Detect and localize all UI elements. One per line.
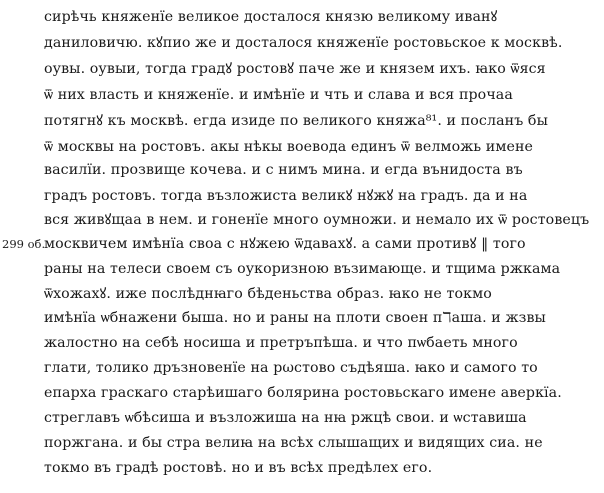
text-line: сирѣчь княженїе великое досталося князю великому иванꙋ bbox=[44, 9, 498, 25]
text-line: глати, толико дръзновенїе на рωстово съдѣяша. ꙗко и самого то bbox=[44, 360, 538, 376]
text-line: градъ ростовъ. тогда възложиста великꙋ нꙋжꙋ на градъ. да и на bbox=[44, 188, 528, 204]
folio-margin-note: 299 об. bbox=[2, 237, 46, 251]
text-line: епарха граскаго старѣишаго болярина ростовьскаго имене аверкїа. bbox=[44, 385, 562, 401]
text-line: токмо въ градѣ ростовѣ. но и въ всѣх предѣлех его. bbox=[44, 460, 433, 476]
text-line: даниловичю. кꙋпио же и досталося княженїе ростовьское к москвѣ. bbox=[44, 35, 563, 51]
text-line: раны на телеси своем съ оукоризною възимающе. и тщима ржкама bbox=[44, 261, 561, 277]
text-line: жалостно на себѣ носиша и претръпѣша. и что пѡбаеть много bbox=[44, 335, 518, 351]
text-line: москвичем имѣнїа своа с нꙋжею ѿдавахꙋ. а сами противꙋ ‖ того bbox=[44, 236, 526, 252]
text-line: потягнꙋ къ москвѣ. егда изиде по великого княжа⁸¹. и посланъ бы bbox=[44, 113, 548, 129]
text-line: василїи. прозвище кочева. и с нимъ мина. и егда вънидоста въ bbox=[44, 162, 523, 178]
text-line: поржгана. и бы стра велиꙗ на всѣх слышащих и видящих сиа. не bbox=[44, 435, 543, 451]
text-line: оувы. оувыи, тогда градꙋ ростовꙋ паче же и князем ихъ. ꙗко ѿяся bbox=[44, 61, 546, 77]
text-line: имѣнїа ѡбнажени быша. но и раны на плоти своен пℸаша. и жзвы bbox=[44, 310, 546, 326]
text-line: ѿ них власть и княженїе. и имѣнїе и чть и слава и вся прочаа bbox=[44, 87, 513, 103]
text-line: ѿ москвы на ростовъ. акы нѣкы воевода единъ ѿ велможь имене bbox=[44, 139, 534, 155]
text-line: вся живꙋщаа в нем. и гоненїе много оумножи. и немало их ѿ ростовецъ bbox=[44, 212, 590, 228]
text-line: ѿхожахꙋ. иже послѣднꙗго бѣденьства образ. ꙗко не токмо bbox=[44, 286, 492, 302]
text-line: стреглавъ ѡбѣсиша и възложиша на нꙗ ржцѣ свои. и ѡставиша bbox=[44, 410, 527, 426]
